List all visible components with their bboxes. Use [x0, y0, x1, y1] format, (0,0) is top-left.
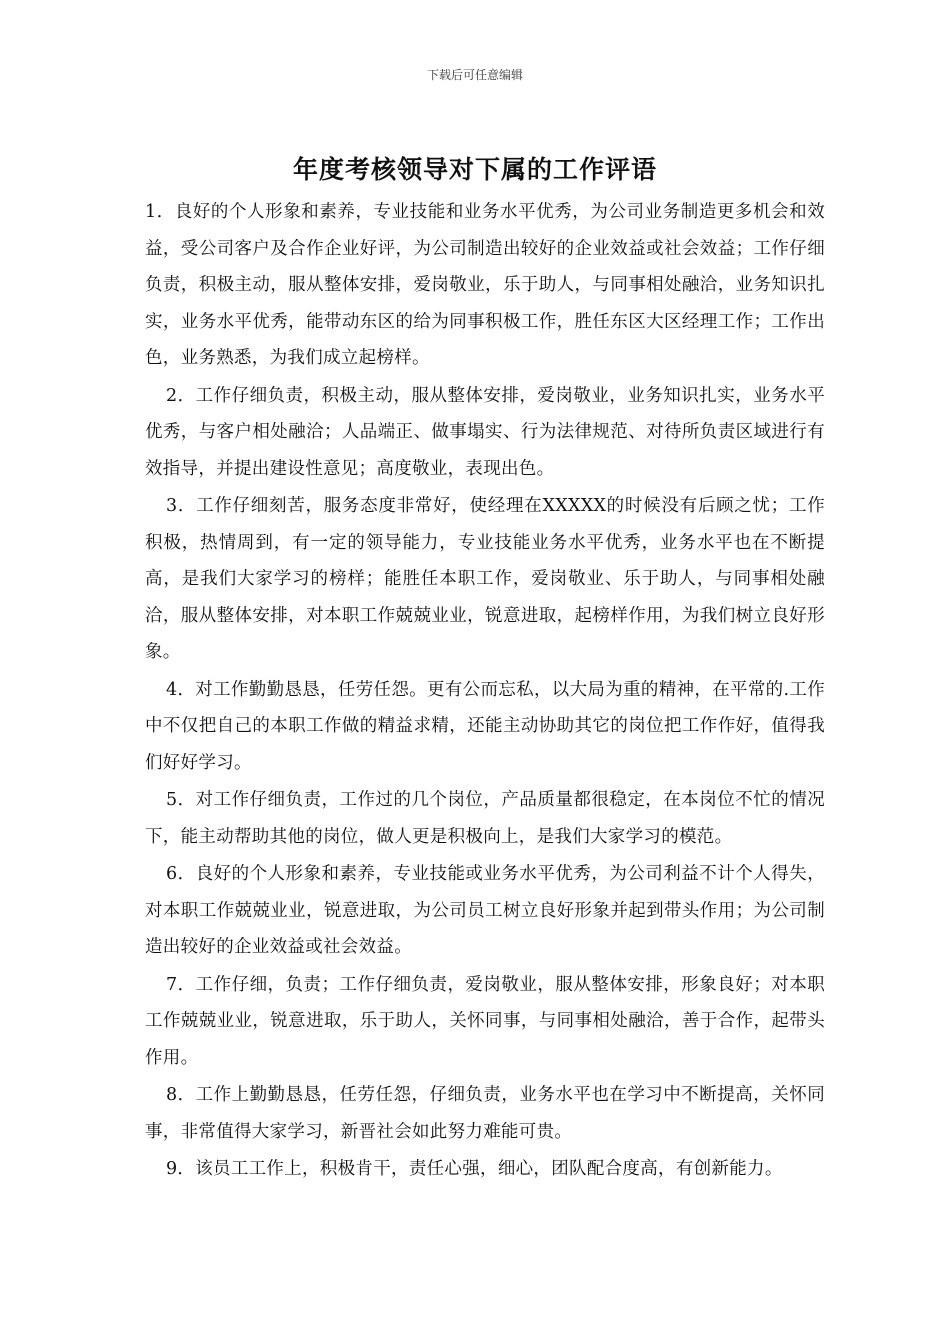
paragraph-3: 3．工作仔细刻苦，服务态度非常好，使经理在XXXXX的时候没有后顾之忧；工作积极，热情周到，有一定的领导能力，专业技能业务水平优秀，业务水平也在不断提高，是我们大家学习的榜样；能胜任本职工作，爱岗敬业、乐于助人，与同事相处融洽，服从整体安排，对本职工作兢兢业业，锐意进取，起榜样作用，为我们树立良好形象。 — [145, 496, 825, 662]
paragraph-1: 1．良好的个人形象和素养，专业技能和业务水平优秀，为公司业务制造更多机会和效益，受公司客户及合作企业好评，为公司制造出较好的企业效益或社会效益；工作仔细负责，积极主动，服从整体安排，爱岗敬业，乐于助人，与同事相处融洽，业务知识扎实，业务水平优秀，能带动东区的给为同事积极工作，胜任东区大区经理工作；工作出色，业务熟悉，为我们成立起榜样。 — [145, 202, 825, 368]
paragraph-7: 7．工作仔细，负责；工作仔细负责，爱岗敬业，服从整体安排，形象良好；对本职工作兢兢业业，锐意进取，乐于助人，关怀同事，与同事相处融洽，善于合作，起带头作用。 — [145, 974, 825, 1068]
header-note: 下载后可任意编辑 — [426, 68, 523, 82]
paragraph-2: 2．工作仔细负责，积极主动，服从整体安排，爱岗敬业，业务知识扎实，业务水平优秀，与客户相处融洽；人品端正、做事塌实、行为法律规范、对待所负责区域进行有效指导，并提出建设性意见；高度敬业，表现出色。 — [145, 385, 825, 479]
page-title: 年度考核领导对下属的工作评语 — [292, 155, 657, 184]
paragraph-4: 4．对工作勤勤恳恳，任劳任怨。更有公而忘私，以大局为重的精神，在平常的.工作中不仅把自己的本职工作做的精益求精，还能主动协助其它的岗位把工作作好，值得我们好好学习。 — [145, 679, 825, 773]
paragraph-8: 8．工作上勤勤恳恳，任劳任怨，仔细负责，业务水平也在学习中不断提高，关怀同事，非常值得大家学习，新晋社会如此努力难能可贵。 — [145, 1085, 825, 1142]
document-body — [145, 194, 825, 1188]
paragraph-9: 9．该员工工作上，积极肯干，责任心强，细心，团队配合度高，有创新能力。 — [166, 1159, 783, 1179]
paragraph-5: 5．对工作仔细负责，工作过的几个岗位，产品质量都很稳定，在本岗位不忙的情况下，能主动帮助其他的岗位，做人更是积极向上，是我们大家学习的模范。 — [145, 790, 825, 847]
paragraph-6: 6．良好的个人形象和素养，专业技能或业务水平优秀，为公司利益不计个人得失，对本职工作兢兢业业，锐意进取，为公司员工树立良好形象并起到带头作用；为公司制造出较好的企业效益或社会效益。 — [145, 864, 825, 957]
